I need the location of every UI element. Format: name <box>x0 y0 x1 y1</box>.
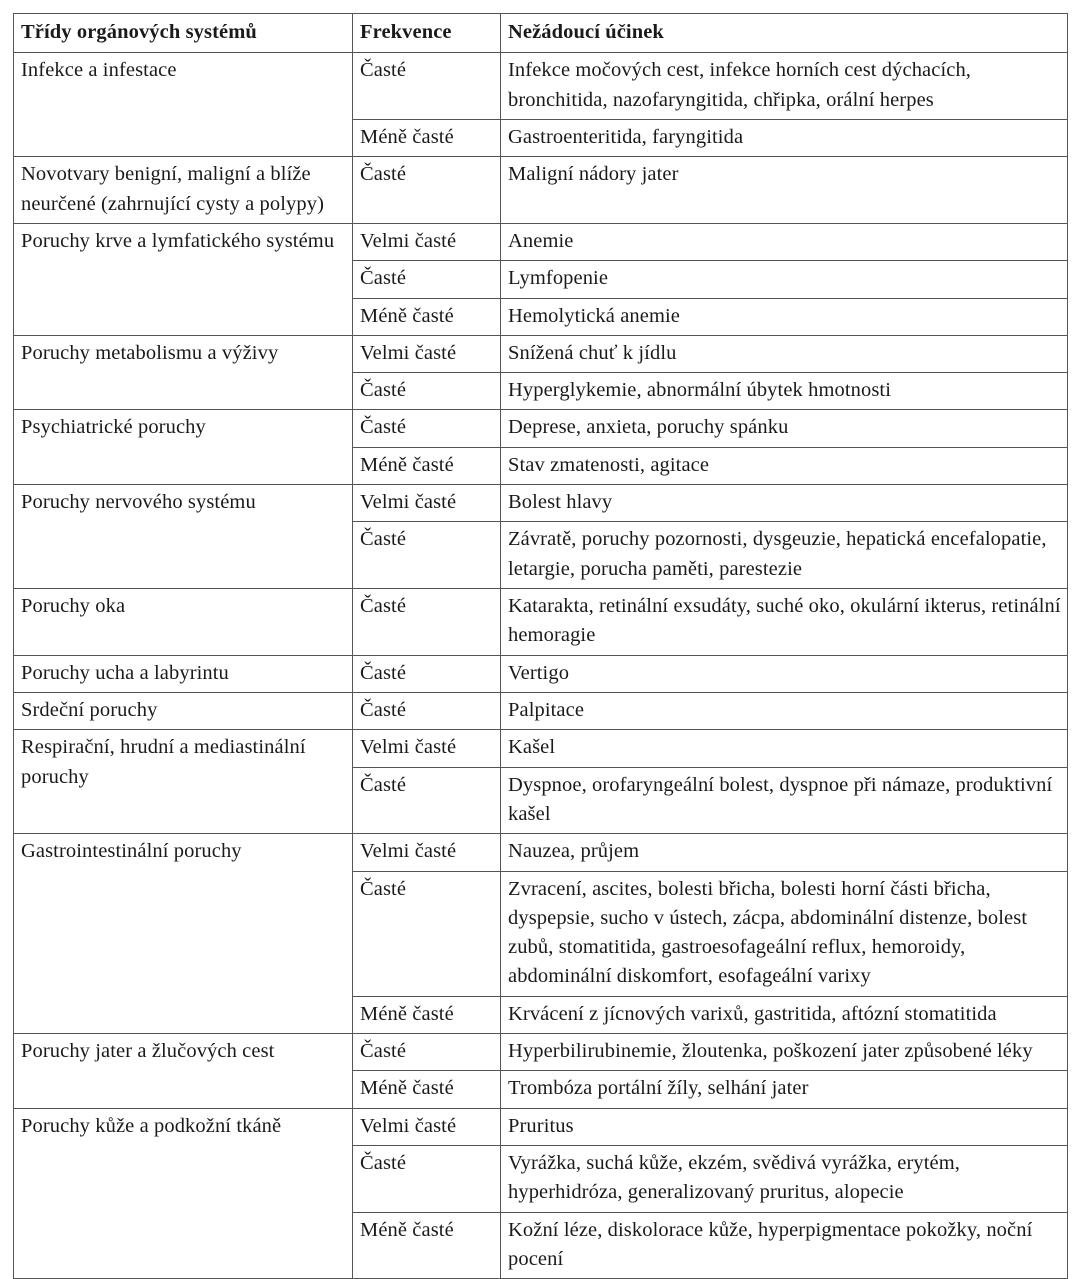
adverse-effect-cell: Trombóza portální žíly, selhání jater <box>501 1071 1068 1108</box>
adverse-effect-cell: Pruritus <box>501 1108 1068 1145</box>
frequency-cell: Časté <box>353 692 501 729</box>
adverse-effect-cell: Stav zmatenosti, agitace <box>501 447 1068 484</box>
frequency-cell: Velmi časté <box>353 485 501 522</box>
adverse-effect-cell: Lymfopenie <box>501 261 1068 298</box>
adverse-effect-cell: Hemolytická anemie <box>501 298 1068 335</box>
system-organ-class-cell: Gastrointestinální poruchy <box>14 834 353 1034</box>
adverse-effect-cell: Bolest hlavy <box>501 485 1068 522</box>
system-organ-class-cell: Psychiatrické poruchy <box>14 410 353 485</box>
adverse-effect-cell: Maligní nádory jater <box>501 157 1068 224</box>
frequency-cell: Časté <box>353 522 501 589</box>
table-body <box>14 53 1068 1279</box>
adverse-effect-cell: Vyrážka, suchá kůže, ekzém, svědivá vyrážka, erytém, hyperhidróza, generalizovaný pruritus, alopecie <box>501 1146 1068 1213</box>
table-row <box>14 485 1068 522</box>
adverse-effect-cell: Snížená chuť k jídlu <box>501 335 1068 372</box>
frequency-cell: Časté <box>353 1146 501 1213</box>
table-header-row <box>14 14 1068 53</box>
table-row <box>14 834 1068 871</box>
table-row <box>14 589 1068 656</box>
system-organ-class-cell: Poruchy ucha a labyrintu <box>14 655 353 692</box>
table-row <box>14 1108 1068 1145</box>
column-header-system-organ-class: Třídy orgánových systémů <box>14 14 353 53</box>
frequency-cell: Časté <box>353 53 501 120</box>
frequency-cell: Časté <box>353 157 501 224</box>
system-organ-class-cell: Poruchy nervového systému <box>14 485 353 589</box>
adverse-effect-cell: Dyspnoe, orofaryngeální bolest, dyspnoe při námaze, produktivní kašel <box>501 767 1068 834</box>
system-organ-class-cell: Poruchy kůže a podkožní tkáně <box>14 1108 353 1279</box>
frequency-cell: Časté <box>353 410 501 447</box>
adverse-effect-cell: Anemie <box>501 223 1068 260</box>
table-row <box>14 335 1068 372</box>
frequency-cell: Velmi časté <box>353 335 501 372</box>
table-row <box>14 157 1068 224</box>
adverse-effect-cell: Kašel <box>501 730 1068 767</box>
system-organ-class-cell: Srdeční poruchy <box>14 692 353 729</box>
frequency-cell: Časté <box>353 767 501 834</box>
frequency-cell: Méně časté <box>353 1212 501 1279</box>
frequency-cell: Méně časté <box>353 996 501 1033</box>
adverse-effect-cell: Palpitace <box>501 692 1068 729</box>
frequency-cell: Velmi časté <box>353 730 501 767</box>
frequency-cell: Velmi časté <box>353 1108 501 1145</box>
table-row <box>14 53 1068 120</box>
table-header <box>14 14 1068 53</box>
table-row <box>14 655 1068 692</box>
column-header-frequency: Frekvence <box>353 14 501 53</box>
frequency-cell: Méně časté <box>353 1071 501 1108</box>
frequency-cell: Méně časté <box>353 298 501 335</box>
frequency-cell: Velmi časté <box>353 834 501 871</box>
adverse-effect-cell: Gastroenteritida, faryngitida <box>501 119 1068 156</box>
system-organ-class-cell: Poruchy metabolismu a výživy <box>14 335 353 410</box>
frequency-cell: Velmi časté <box>353 223 501 260</box>
adverse-effect-cell: Deprese, anxieta, poruchy spánku <box>501 410 1068 447</box>
adverse-effect-cell: Nauzea, průjem <box>501 834 1068 871</box>
frequency-cell: Časté <box>353 589 501 656</box>
adverse-effect-cell: Hyperglykemie, abnormální úbytek hmotnosti <box>501 373 1068 410</box>
table-row <box>14 223 1068 260</box>
table-row <box>14 410 1068 447</box>
system-organ-class-cell: Poruchy oka <box>14 589 353 656</box>
adverse-effect-cell: Katarakta, retinální exsudáty, suché oko, okulární ikterus, retinální hemoragie <box>501 589 1068 656</box>
adverse-effects-table <box>13 13 1068 1279</box>
frequency-cell: Méně časté <box>353 119 501 156</box>
column-header-adverse-effect: Nežádoucí účinek <box>501 14 1068 53</box>
adverse-effect-cell: Hyperbilirubinemie, žloutenka, poškození jater způsobené léky <box>501 1034 1068 1071</box>
adverse-effect-cell: Krvácení z jícnových varixů, gastritida, aftózní stomatitida <box>501 996 1068 1033</box>
adverse-effect-cell: Infekce močových cest, infekce horních cest dýchacích, bronchitida, nazofaryngitida, chřipka, orální herpes <box>501 53 1068 120</box>
frequency-cell: Časté <box>353 261 501 298</box>
table-row <box>14 1034 1068 1071</box>
adverse-effect-cell: Vertigo <box>501 655 1068 692</box>
frequency-cell: Časté <box>353 871 501 996</box>
adverse-effect-cell: Závratě, poruchy pozornosti, dysgeuzie, hepatická encefalopatie, letargie, porucha paměti, parestezie <box>501 522 1068 589</box>
adverse-effect-cell: Zvracení, ascites, bolesti břicha, bolesti horní části břicha, dyspepsie, sucho v ústech, zácpa, abdominální distenze, bolest zubů, stomatitida, gastroesofageální reflux, hemoroidy, abdominální diskomfort, esofageální varixy <box>501 871 1068 996</box>
adverse-effect-cell: Kožní léze, diskolorace kůže, hyperpigmentace pokožky, noční pocení <box>501 1212 1068 1279</box>
table-row <box>14 692 1068 729</box>
table-row <box>14 730 1068 767</box>
system-organ-class-cell: Poruchy jater a žlučových cest <box>14 1034 353 1109</box>
frequency-cell: Méně časté <box>353 447 501 484</box>
system-organ-class-cell: Novotvary benigní, maligní a blíže neurčené (zahrnující cysty a polypy) <box>14 157 353 224</box>
system-organ-class-cell: Infekce a infestace <box>14 53 353 157</box>
system-organ-class-cell: Poruchy krve a lymfatického systému <box>14 223 353 335</box>
frequency-cell: Časté <box>353 655 501 692</box>
frequency-cell: Časté <box>353 1034 501 1071</box>
system-organ-class-cell: Respirační, hrudní a mediastinální poruchy <box>14 730 353 834</box>
frequency-cell: Časté <box>353 373 501 410</box>
